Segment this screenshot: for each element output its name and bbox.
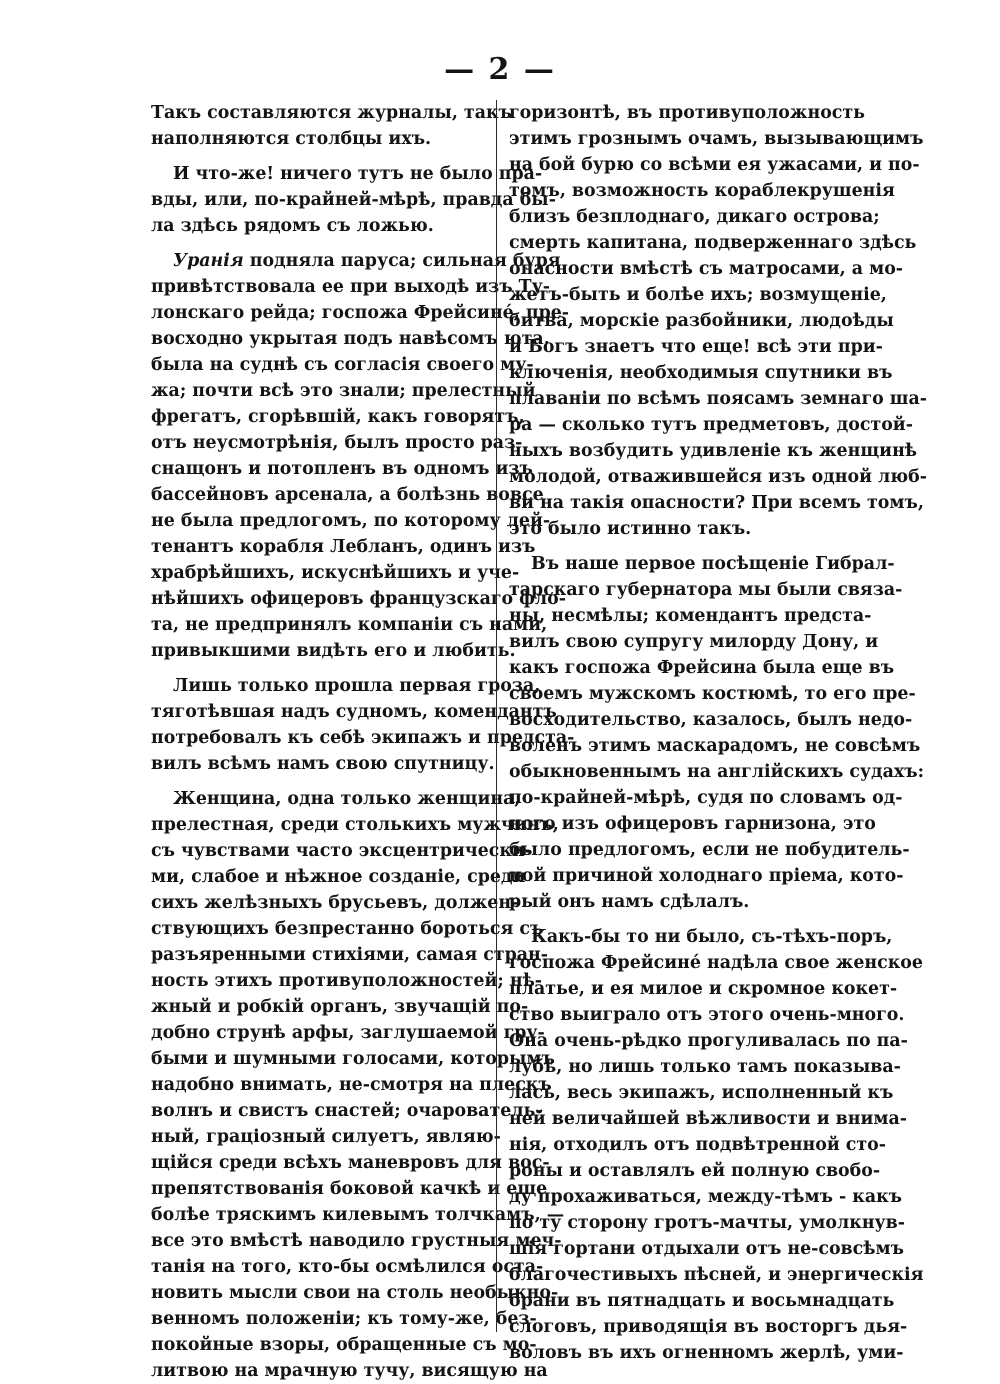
text-line: плаваніи по всѣмъ поясамъ земнаго ша- [509,389,927,409]
text-line: это было истинно такъ. [509,519,752,539]
text-line: лубѣ, но лишь только тамъ показыва- [509,1057,901,1077]
text-line: молодой, отважившейся изъ одной люб- [509,467,927,487]
text-line: своемъ мужскомъ костюмѣ, то его пре- [509,684,916,704]
text-line: ной причиной холоднаго пріема, кото- [509,866,904,886]
text-line: какъ госпожа Фрейсина была еще въ [509,658,895,678]
text-line: томъ, возможность кораблекрушенія [509,181,895,201]
text-line: вды, или, по-крайней-мѣрѣ, правда бы- [151,190,556,210]
paragraph [509,924,924,1366]
text-line: ный, граціозный силуетъ, являю- [151,1127,501,1147]
text-line: ство выиграло отъ этого очень-много. [509,1005,905,1025]
text-line: та, не предпринялъ компаніи съ нами, [151,615,548,635]
text-line: ду прохаживаться, между-тѣмъ - какъ [509,1187,903,1207]
text-line: воловъ въ ихъ огненномъ жерлѣ, уми- [509,1343,904,1363]
paragraph [509,551,925,915]
text-line: бассейновъ арсенала, а болѣзнь вовсе [151,485,544,505]
text-line: восходительство, казалось, былъ недо- [509,710,913,730]
paragraph-gap [509,542,847,551]
text-line: было предлогомъ, если не побудитель- [509,840,910,860]
text-line: смерть капитана, подверженнаго здѣсь [509,233,917,253]
text-line: восходно укрытая подъ навѣсомъ юта, [151,329,550,349]
text-line: близъ безплоднаго, дикаго острова; [509,207,880,227]
text-line: тарскаго губернатора мы были связа- [509,580,903,600]
paragraph-gap [151,664,489,673]
text-line: щійся среди всѣхъ маневровъ для вос- [151,1153,550,1173]
text-line: Женщина, одна только женщина, [173,789,521,809]
text-line: наполняются столбцы ихъ. [151,129,432,149]
text-line: благочестивыхъ пѣсней, и энергическія [509,1265,924,1285]
text-line: по ту сторону гротъ-мачты, умолкнув- [509,1213,905,1233]
text-line: ра — сколько тутъ предметовъ, достой- [509,415,913,435]
text-line: госпожа Фрейсине́ надѣла свое женское [509,953,923,973]
paragraph [151,161,556,239]
text-line: отъ неусмотрѣнія, былъ просто раз- [151,433,523,453]
text-line: Лишь только прошла первая гроза, [173,676,541,696]
text-line: быми и шумными голосами, которымъ [151,1049,555,1069]
text-line: привѣтствовала ее при выходѣ изъ Ту- [151,277,550,297]
text-line: Такъ составляются журналы, такъ [151,103,512,123]
text-line: нія, отходилъ отъ подвѣтренной сто- [509,1135,886,1155]
text-line: слоговъ, приводящія въ восторгъ дья- [509,1317,908,1337]
text-line: Уранія подняла паруса; сильная буря [173,251,561,271]
column-divider [496,100,497,1332]
text-line: снащонъ и потопленъ въ одномъ изъ [151,459,533,479]
text-line: битва, морскіе разбойники, людоѣды [509,311,894,331]
text-line: ней величайшей вѣжливости и внима- [509,1109,907,1129]
text-line: Она очень-рѣдко прогуливалась по па- [509,1031,908,1051]
text-line: танія на того, кто-бы осмѣлился оста- [151,1257,544,1277]
text-line: жа; почти всѣ это знали; прелестный [151,381,536,401]
text-line: болѣе тряскимъ килевымъ толчкамъ, — [151,1205,565,1225]
text-line: сихъ желѣзныхъ брусьевъ, должен- [151,893,519,913]
text-line: воленъ этимъ маскарадомъ, не совсѣмъ [509,736,921,756]
text-line: ствующихъ безпрестанно бороться съ [151,919,544,939]
page-number: — 2 — [444,52,556,87]
text-line: и Богъ знаетъ что еще! всѣ эти при- [509,337,883,357]
text-line: ключенія, необходимыя спутники въ [509,363,893,383]
paragraph [151,673,575,777]
text-line: лась, весь экипажъ, исполненный къ [509,1083,894,1103]
text-line: ми, слабое и нѣжное созданіе, среди [151,867,526,887]
text-line: жетъ-быть и болѣе ихъ; возмущеніе, [509,285,887,305]
text-line: опасности вмѣстѣ съ матросами, а мо- [509,259,904,279]
text-line: ность этихъ противуположностей; нѣ- [151,971,543,991]
text-line: литвою на мрачную тучу, висящую на [151,1361,548,1381]
text-line: венномъ положеніи; къ тому-же, без- [151,1309,537,1329]
text-line: съ чувствами часто эксцентрически- [151,841,532,861]
text-line: ла здѣсь рядомъ съ ложью. [151,216,434,236]
italic-word: Уранія [173,251,244,271]
text-line: роны и оставлялъ ей полную свобо- [509,1161,881,1181]
text-line: Въ наше первое посѣщеніе Гибрал- [531,554,895,574]
text-line: все это вмѣстѣ наводило грустныя меч- [151,1231,562,1251]
text-line: привыкшими видѣть его и любить. [151,641,516,661]
paragraph-gap [509,915,847,924]
text-line: была на суднѣ съ согласія своего му- [151,355,534,375]
text-line: препятствованія боковой качкѣ и еще [151,1179,548,1199]
right-column [509,100,927,1366]
paragraph [509,100,927,542]
text-line: ны, несмѣлы; комендантъ предста- [509,606,872,626]
paragraph [151,786,565,1384]
text-line: надобно внимать, не-смотря на плескъ [151,1075,552,1095]
text-line: потребовалъ къ себѣ экипажъ и предста- [151,728,575,748]
text-line: покойные взоры, обращенные съ мо- [151,1335,537,1355]
paragraph [151,100,512,152]
text-line: новить мысли свои на столь необыкно- [151,1283,559,1303]
text-line: платье, и ея милое и скромное кокет- [509,979,898,999]
text-line: горизонтѣ, въ противуположность [509,103,865,123]
text-line: тенантъ корабля Лебланъ, одинъ изъ [151,537,536,557]
text-line: ного изъ офицеровъ гарнизона, это [509,814,876,834]
text-line: И что-же! ничего тутъ не было пра- [173,164,543,184]
text-line: по-крайней-мѣрѣ, судя по словамъ од- [509,788,903,808]
text-line: волнъ и свистъ снастей; очарователь- [151,1101,543,1121]
paragraph-gap [151,777,489,786]
left-column [151,100,575,1384]
text-line: храбрѣйшихъ, искуснѣйшихъ и уче- [151,563,520,583]
paragraph-gap [151,152,489,161]
text-line: разъяренными стихіями, самая стран- [151,945,548,965]
text-line: шія гортани отдыхали отъ не-совсѣмъ [509,1239,904,1259]
text-line: фрегатъ, сгорѣвшій, какъ говорятъ, [151,407,525,427]
text-line: этимъ грознымъ очамъ, вызывающимъ [509,129,924,149]
text-line: вилъ свою супругу милорду Дону, и [509,632,879,652]
text-line: добно струнѣ арфы, заглушаемой гру- [151,1023,545,1043]
text-line: лонскаго рейда; госпожа Фрейсине́, пре- [151,303,570,323]
text-line: прелестная, среди столькихъ мужчинъ, [151,815,559,835]
text-line: вилъ всѣмъ намъ свою спутницу. [151,754,495,774]
text-line: брани въ пятнадцать и восьмнадцать [509,1291,895,1311]
text-line: Какъ-бы то ни было, съ-тѣхъ-поръ, [531,927,893,947]
text-line: ви на такія опасности? При всемъ томъ, [509,493,924,513]
text-line: на бой бурю со всѣми ея ужасами, и по- [509,155,920,175]
text-line: обыкновеннымъ на англійскихъ судахъ: [509,762,925,782]
text-line: тяготѣвшая надъ судномъ, комендантъ [151,702,557,722]
paragraph-gap [151,239,489,248]
paragraph [151,248,570,664]
text-line: нѣйшихъ офицеровъ французскаго фло- [151,589,566,609]
text-line: жный и робкій органъ, звучащій по- [151,997,529,1017]
text-line: не была предлогомъ, по которому лей- [151,511,551,531]
text-line: ныхъ возбудить удивленіе къ женщинѣ [509,441,918,461]
text-line: рый онъ намъ сдѣлалъ. [509,892,750,912]
